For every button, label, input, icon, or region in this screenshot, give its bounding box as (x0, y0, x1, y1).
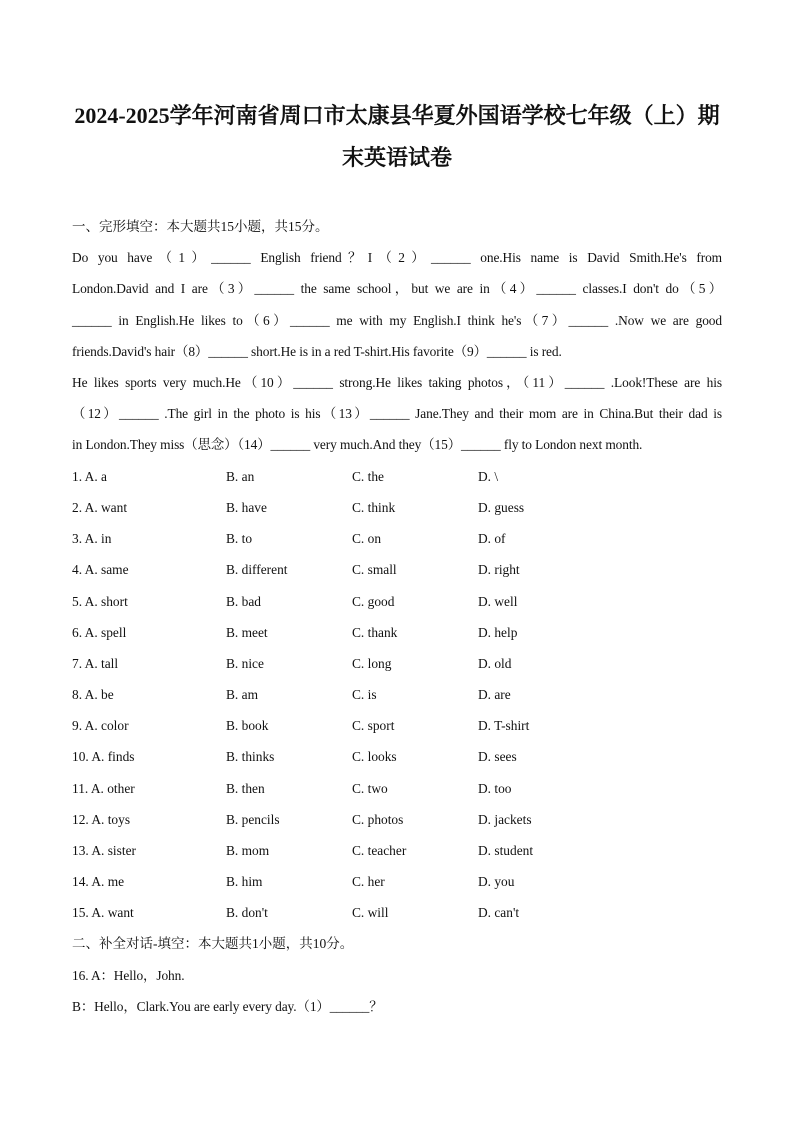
section-2-heading: 二、补全对话-填空：本大题共1小题，共10分。 (72, 936, 354, 951)
question-1-option-c: C. the (352, 469, 384, 484)
passage-line: Do you have（1）______ English friend？I（2）______ one.His name is David Smith.He's from (72, 250, 722, 265)
question-7-option-a: 7. A. tall (72, 656, 119, 671)
question-10-option-b: B. thinks (226, 749, 275, 764)
question-14-option-a: 14. A. me (72, 874, 125, 889)
question-7-option-c: C. long (352, 656, 392, 671)
question-13-option-b: B. mom (226, 843, 270, 858)
question-9-option-b: B. book (226, 718, 269, 733)
question-6-option-d: D. help (478, 625, 518, 640)
question-7-option-b: B. nice (226, 656, 264, 671)
question-2-option-a: 2. A. want (72, 500, 128, 515)
passage-line: ______ in English.He likes to（6）______ me with my English.I think he's（7）______ .Now we are good (72, 313, 722, 328)
passage-line: He likes sports very much.He（10）______ strong.He likes taking photos，（11）______ .Look!These are his (72, 375, 722, 390)
question-7-option-d: D. old (478, 656, 512, 671)
question-8-option-a: 8. A. be (72, 687, 114, 702)
question-10-option-c: C. looks (352, 749, 397, 764)
question-4-option-a: 4. A. same (72, 562, 129, 577)
question-12-option-b: B. pencils (226, 812, 280, 827)
question-15-option-a: 15. A. want (72, 905, 134, 920)
passage-line: London.David and I are（3）______ the same school，but we are in（4）______ classes.I don't do（5） (72, 281, 722, 296)
question-13-option-a: 13. A. sister (72, 843, 136, 858)
page-title-line-1: 2024-2025学年河南省周口市太康县华夏外国语学校七年级（上）期 (74, 103, 720, 128)
question-5-option-c: C. good (352, 594, 395, 609)
question-11-option-d: D. too (478, 781, 512, 796)
question-5-option-a: 5. A. short (72, 594, 128, 609)
question-8-option-d: D. are (478, 687, 511, 702)
question-2-option-c: C. think (352, 500, 396, 515)
question-9-option-a: 9. A. color (72, 718, 129, 733)
question-12-option-c: C. photos (352, 812, 404, 827)
question-1-option-b: B. an (226, 469, 255, 484)
question-3-option-b: B. to (226, 531, 253, 546)
question-3-option-c: C. on (352, 531, 382, 546)
question-4-option-c: C. small (352, 562, 397, 577)
question-8-option-b: B. am (226, 687, 258, 702)
dialogue-line: 16. A：Hello，John. (72, 968, 185, 983)
question-11-option-a: 11. A. other (72, 781, 135, 796)
question-10-option-d: D. sees (478, 749, 517, 764)
question-9-option-d: D. T-shirt (478, 718, 530, 733)
question-14-option-d: D. you (478, 874, 515, 889)
passage-line: friends.David's hair（8）______ short.He is in a red T-shirt.His favorite（9）______ is red. (72, 344, 562, 359)
question-1-option-a: 1. A. a (72, 469, 107, 484)
question-14-option-c: C. her (352, 874, 385, 889)
page-title-line-2: 末英语试卷 (341, 145, 452, 170)
question-15-option-b: B. don't (226, 905, 268, 920)
question-5-option-b: B. bad (226, 594, 261, 609)
passage-line: in London.They miss（思念）（14）______ very much.And they（15）______ fly to London next month. (72, 437, 643, 452)
question-12-option-a: 12. A. toys (72, 812, 131, 827)
question-6-option-b: B. meet (226, 625, 268, 640)
question-3-option-d: D. of (478, 531, 506, 546)
question-8-option-c: C. is (352, 687, 377, 702)
question-10-option-a: 10. A. finds (72, 749, 135, 764)
question-9-option-c: C. sport (352, 718, 395, 733)
question-12-option-d: D. jackets (478, 812, 532, 827)
question-15-option-d: D. can't (478, 905, 520, 920)
question-2-option-d: D. guess (478, 500, 525, 515)
question-2-option-b: B. have (226, 500, 267, 515)
question-13-option-c: C. teacher (352, 843, 407, 858)
question-6-option-c: C. thank (352, 625, 398, 640)
question-4-option-d: D. right (478, 562, 520, 577)
question-14-option-b: B. him (226, 874, 263, 889)
question-5-option-d: D. well (478, 594, 518, 609)
passage-line: （12）______ .The girl in the photo is his（13）______ Jane.They and their mom are in China.But their dad is (72, 406, 722, 421)
question-11-option-c: C. two (352, 781, 388, 796)
dialogue-line: B：Hello，Clark.You are early every day.（1）______？ (72, 999, 383, 1014)
question-4-option-b: B. different (226, 562, 288, 577)
question-3-option-a: 3. A. in (72, 531, 112, 546)
question-1-option-d: D. \ (478, 469, 499, 484)
question-6-option-a: 6. A. spell (72, 625, 127, 640)
question-15-option-c: C. will (352, 905, 389, 920)
question-11-option-b: B. then (226, 781, 265, 796)
section-1-heading: 一、完形填空：本大题共15小题，共15分。 (72, 219, 329, 234)
question-13-option-d: D. student (478, 843, 534, 858)
